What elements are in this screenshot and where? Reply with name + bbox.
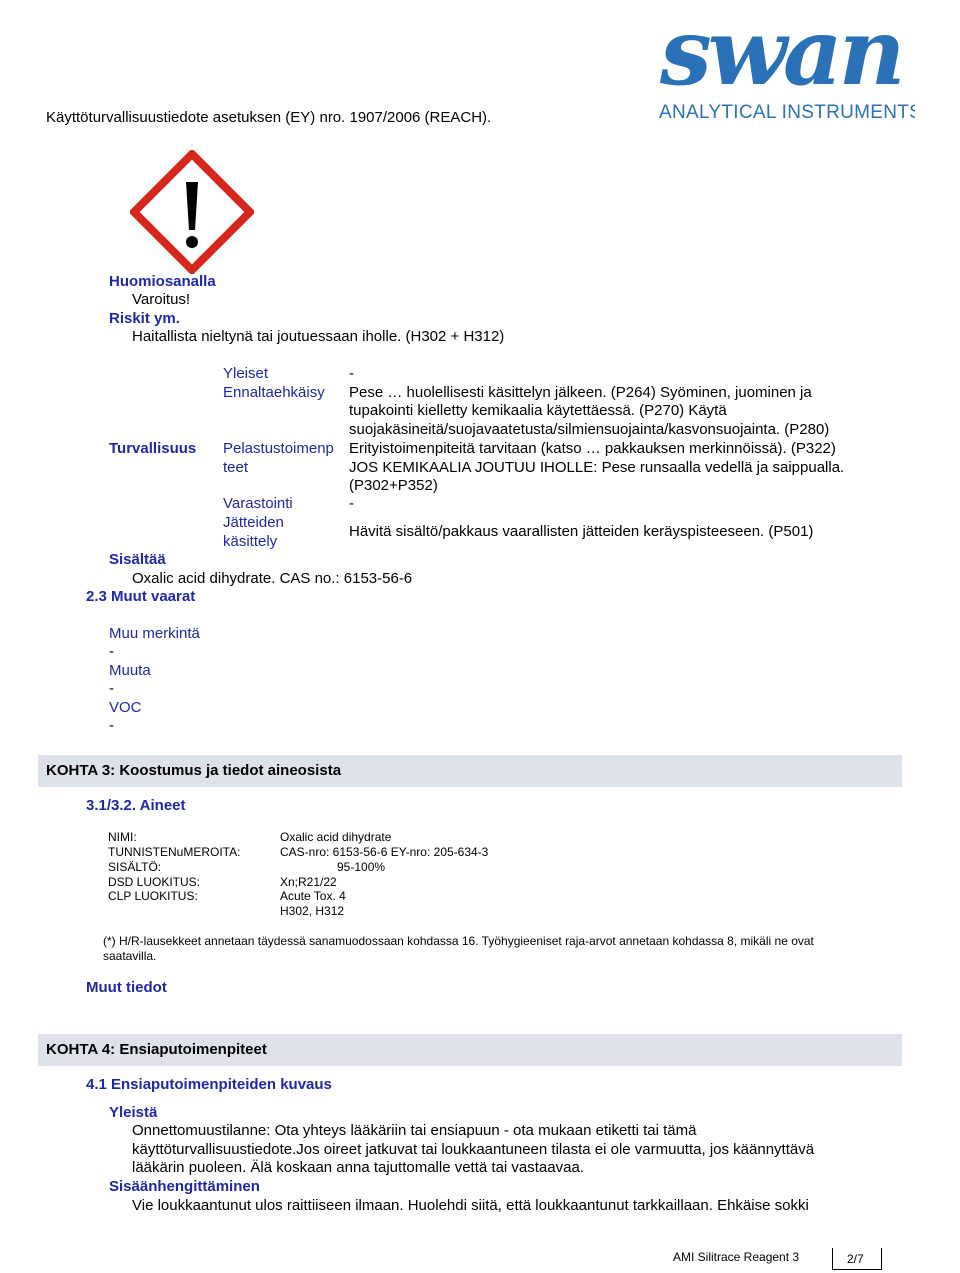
other-info-value: -	[109, 680, 114, 697]
table-value: CAS-nro: 6153-56-6 EY-nro: 205-634-3	[280, 845, 489, 859]
footnote-line: (*) H/R-lausekkeet annetaan täydessä sanamuodossaan kohdassa 16. Työhygieeniset raja-arvot annetaan kohdassa 8, mikäli ne ovat	[103, 934, 814, 948]
prevention-line: tupakointi kielletty kemikaalia käytettäessä. (P270) Käytä	[349, 402, 727, 419]
section-3-title: KOHTA 3: Koostumus ja tiedot aineosista	[46, 762, 342, 779]
other-hazards-heading: 2.3 Muut vaarat	[86, 588, 196, 605]
storage-value: -	[349, 495, 354, 512]
general-text-line: lääkärin puoleen. Älä koskaan anna tajuttomalle vettä tai vastaavaa.	[132, 1159, 584, 1176]
other-label-label: Muu merkintä	[109, 625, 200, 642]
inhalation-text: Vie loukkaantunut ulos raittiiseen ilmaan. Huolehdi siitä, että loukkaantunut tarkkaillaan. Ehkäise sokki	[132, 1197, 809, 1214]
prevention-label: Ennaltaehkäisy	[223, 384, 325, 401]
logo-subtitle: ANALYTICAL INSTRUMENTS	[659, 102, 915, 122]
table-key: DSD LUOKITUS:	[108, 875, 201, 889]
other-info-label: Muuta	[109, 662, 151, 679]
disposal-value: Hävitä sisältö/pakkaus vaarallisten jätteiden keräyspisteeseen. (P501)	[349, 523, 814, 540]
prevention-line: Pese … huolellisesti käsittelyn jälkeen. (P264) Syöminen, juominen ja	[349, 384, 812, 401]
table-value: H302, H312	[280, 904, 345, 918]
response-line: (P302+P352)	[349, 477, 438, 494]
hazard-statement: Haitallista nieltynä tai joutuessaan iholle. (H302 + H312)	[132, 328, 505, 345]
inhalation-heading: Sisäänhengittäminen	[109, 1178, 260, 1195]
section-3-bar	[38, 755, 902, 787]
general-text-line: Onnettomuustilanne: Ota yhteys lääkäriin tai ensiapuun - ota mukaan etiketti tai tämä	[132, 1122, 697, 1139]
table-key: TUNNISTENuMEROITA:	[108, 845, 241, 859]
response-label: teet	[223, 459, 249, 476]
regulation-line: Käyttöturvallisuustiedote asetuksen (EY) nro. 1907/2006 (REACH).	[46, 109, 492, 126]
section-4-title: KOHTA 4: Ensiaputoimenpiteet	[46, 1041, 267, 1058]
response-label: Pelastustoimenp	[223, 440, 334, 457]
prevention-line: suojakäsineitä/suojavaatetusta/silmiensuojainta/kasvonsuojainta. (P280)	[349, 421, 830, 438]
table-value: Xn;R21/22	[280, 875, 337, 889]
response-line: JOS KEMIKAALIA JOUTUU IHOLLE: Pese runsaalla vedellä ja saippualla.	[349, 459, 845, 476]
logo-word: swan	[660, 2, 902, 106]
signal-word-value: Varoitus!	[132, 291, 191, 308]
signal-word-label: Huomiosanalla	[109, 273, 216, 290]
other-info-heading: Muut tiedot	[86, 979, 167, 996]
general-heading: Yleistä	[109, 1104, 158, 1121]
footer-product: AMI Silitrace Reagent 3	[673, 1250, 800, 1264]
disposal-label: Jätteiden	[223, 514, 284, 531]
table-value: 95-100%	[337, 860, 386, 874]
section-4-subheading: 4.1 Ensiaputoimenpiteiden kuvaus	[86, 1076, 332, 1093]
general-text-line: käyttöturvallisuustiedote.Jos oireet jatkuvat tai loukkaantuneen tilasta ei ole varmuutta, jos käännyttävä	[132, 1141, 815, 1158]
voc-label: VOC	[109, 699, 142, 716]
disposal-label: käsittely	[223, 533, 278, 550]
section-4-bar	[38, 1034, 902, 1066]
voc-value: -	[109, 717, 114, 734]
table-value: Acute Tox. 4	[280, 889, 346, 903]
other-label-value: -	[109, 643, 114, 660]
table-value: Oxalic acid dihydrate	[280, 830, 392, 844]
footnote-line: saatavilla.	[103, 949, 157, 963]
ghs-exclamation-icon	[130, 150, 254, 274]
table-key: NIMI:	[108, 830, 137, 844]
safety-heading: Turvallisuus	[109, 440, 197, 457]
hazard-label: Riskit ym.	[109, 310, 180, 327]
contains-value: Oxalic acid dihydrate. CAS no.: 6153-56-6	[132, 570, 413, 587]
general-value: -	[349, 365, 354, 382]
page-number: 2/7	[847, 1252, 864, 1266]
storage-label: Varastointi	[223, 495, 293, 512]
contains-label: Sisältää	[109, 551, 166, 568]
swan-logo	[655, 2, 915, 122]
table-key: CLP LUOKITUS:	[108, 889, 198, 903]
general-label: Yleiset	[223, 365, 269, 382]
section-3-subheading: 3.1/3.2. Aineet	[86, 797, 186, 814]
table-key: SISÄLTÖ:	[108, 860, 162, 874]
response-line: Erityistoimenpiteitä tarvitaan (katso … pakkauksen merkinnöissä). (P322)	[349, 440, 836, 457]
